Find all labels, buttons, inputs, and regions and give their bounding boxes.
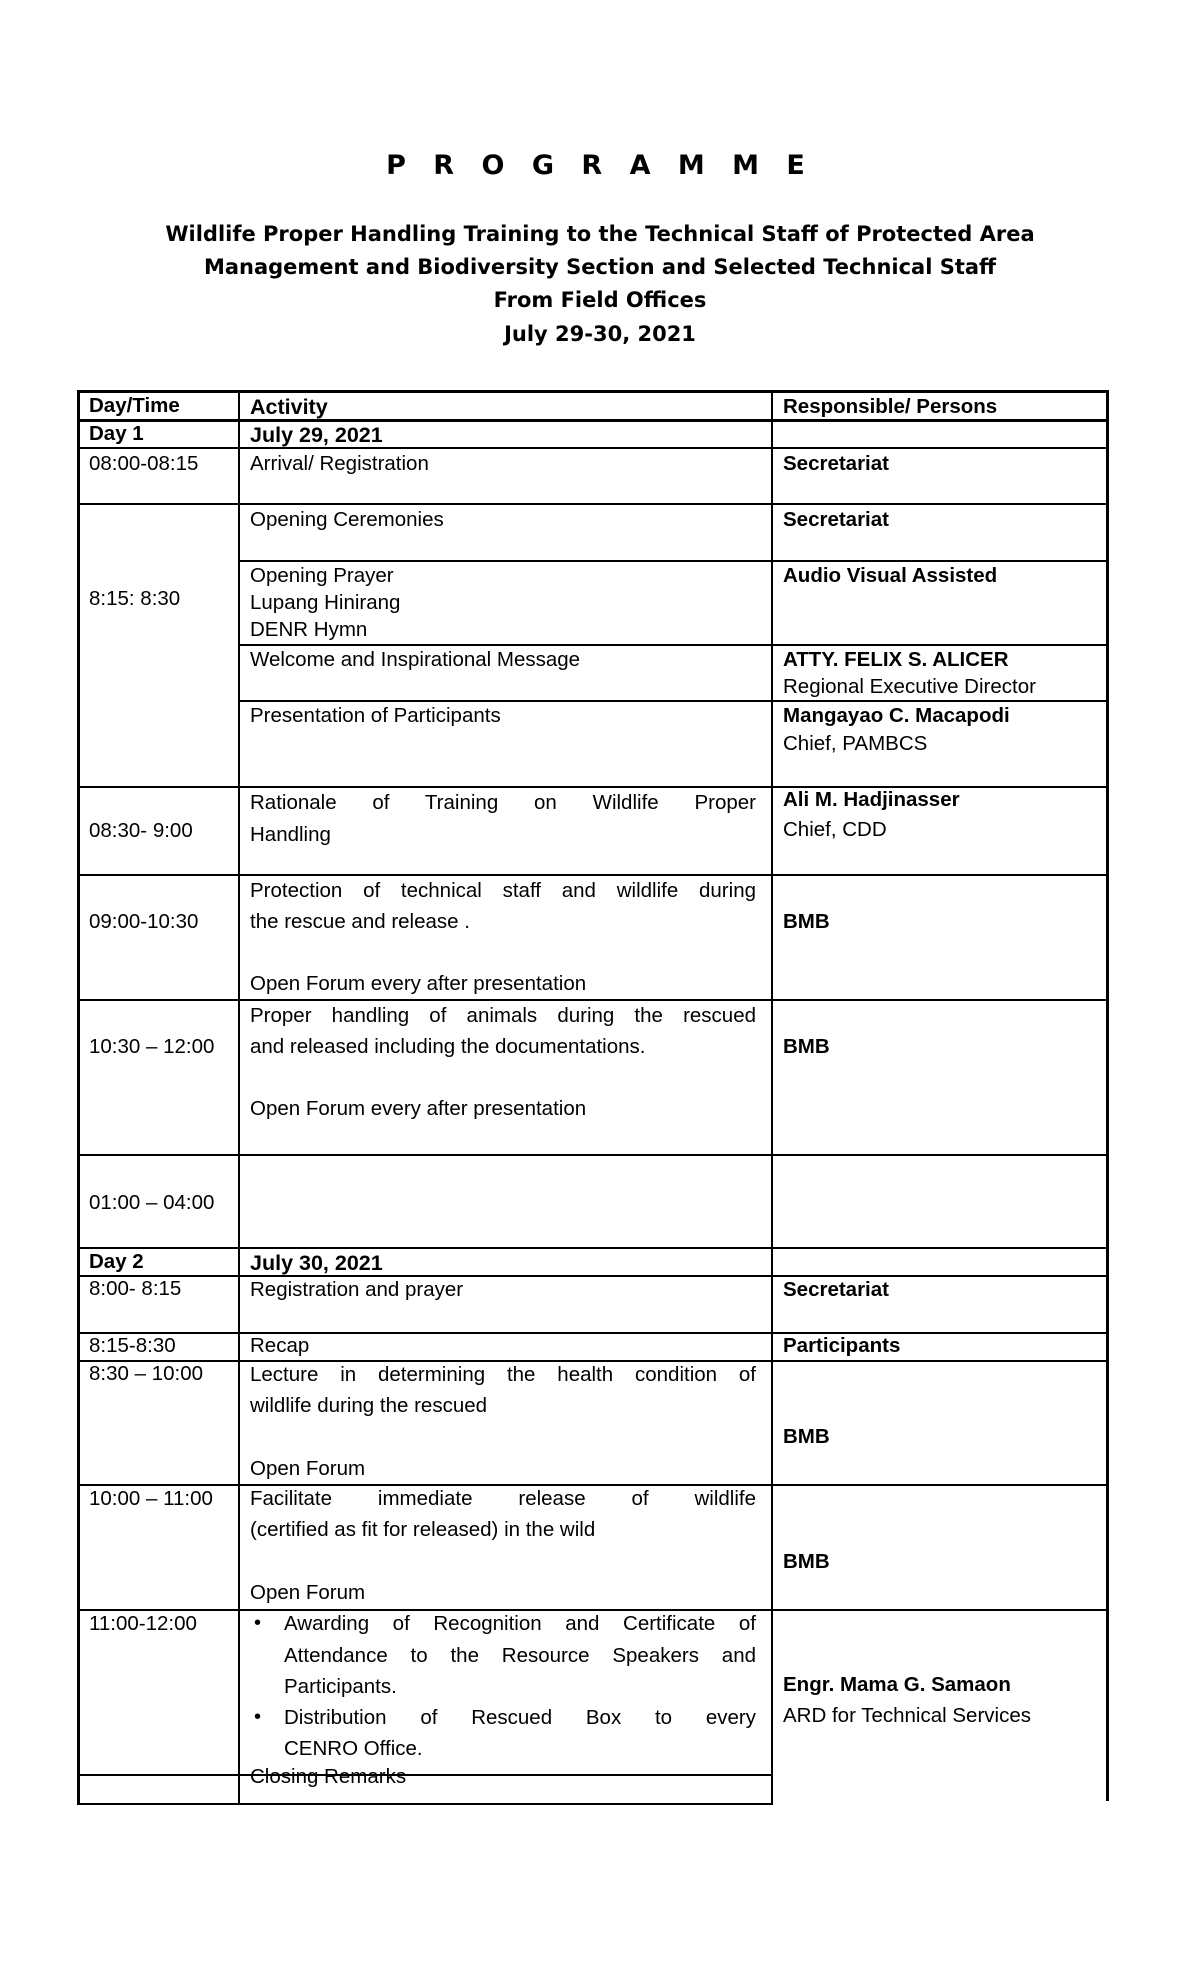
day2-date: July 30, 2021 <box>250 1251 383 1275</box>
responsible-cell: Chief, PAMBCS <box>783 732 928 755</box>
subtitle-line-3: From Field Offices <box>493 288 707 312</box>
time-cell: 01:00 – 04:00 <box>89 1191 215 1214</box>
bullet-text: Participants. <box>284 1675 397 1698</box>
time-cell: 10:00 – 11:00 <box>89 1487 213 1510</box>
table-col-divider <box>238 390 240 1805</box>
time-cell: 8:00- 8:15 <box>89 1277 182 1300</box>
table-border-right <box>1106 390 1109 1801</box>
activity-cell: Open Forum <box>250 1581 366 1604</box>
time-cell: 8:30 – 10:00 <box>89 1362 203 1385</box>
activity-cell: Protection of technical staff and wildlife during <box>250 879 756 902</box>
responsible-cell: Chief, CDD <box>783 818 887 841</box>
activity-cell: Presentation of Participants <box>250 704 501 727</box>
header-activity: Activity <box>250 395 328 419</box>
event-date: July 29-30, 2021 <box>504 322 696 346</box>
time-cell: 8:15: 8:30 <box>89 587 181 610</box>
responsible-cell: BMB <box>783 1425 830 1448</box>
table-rule <box>238 700 1107 702</box>
table-rule <box>77 874 1107 876</box>
activity-cell: Proper handling of animals during the rescued <box>250 1004 756 1027</box>
table-border-left <box>77 390 80 1805</box>
time-cell: 08:00-08:15 <box>89 452 199 475</box>
activity-cell: Lupang Hinirang <box>250 591 401 614</box>
bullet-icon: • <box>254 1706 262 1728</box>
activity-cell: DENR Hymn <box>250 618 368 641</box>
programme-title: P R O G R A M M E <box>386 150 814 181</box>
activity-cell: Arrival/ Registration <box>250 452 429 475</box>
responsible-cell: Mangayao C. Macapodi <box>783 704 1010 727</box>
bullet-icon: • <box>254 1612 262 1634</box>
subtitle-line-1: Wildlife Proper Handling Training to the Technical Staff of Protected Area <box>165 222 1035 246</box>
bullet-text: Distribution of Rescued Box to every <box>284 1706 756 1729</box>
activity-cell: Opening Prayer <box>250 564 394 587</box>
table-col-divider <box>771 390 773 1805</box>
table-rule <box>77 1154 1107 1156</box>
activity-cell: Closing Remarks <box>250 1765 407 1788</box>
activity-cell: the rescue and release . <box>250 910 470 933</box>
responsible-cell: Regional Executive Director <box>783 675 1036 698</box>
responsible-cell: ARD for Technical Services <box>783 1704 1031 1727</box>
header-responsible: Responsible/ Persons <box>783 395 998 418</box>
time-cell: 08:30- 9:00 <box>89 819 193 842</box>
responsible-cell: Secretariat <box>783 508 889 531</box>
responsible-cell: BMB <box>783 1550 830 1573</box>
responsible-cell: Secretariat <box>783 1278 889 1301</box>
responsible-cell: ATTY. FELIX S. ALICER <box>783 648 1009 671</box>
table-rule <box>77 447 1107 449</box>
activity-cell: Open Forum every after presentation <box>250 1097 587 1120</box>
activity-cell: Opening Ceremonies <box>250 508 444 531</box>
table-rule <box>77 1275 1107 1277</box>
subtitle-line-2: Management and Biodiversity Section and Selected Technical Staff <box>203 255 997 279</box>
bullet-text: Awarding of Recognition and Certificate of <box>284 1612 756 1635</box>
table-border-top <box>77 390 1107 393</box>
responsible-cell: Audio Visual Assisted <box>783 564 998 587</box>
activity-cell: Facilitate immediate release of wildlife <box>250 1487 756 1510</box>
activity-cell: Recap <box>250 1334 310 1357</box>
responsible-cell: BMB <box>783 1035 830 1058</box>
table-rule <box>238 560 1107 562</box>
activity-cell: wildlife during the rescued <box>250 1394 488 1417</box>
responsible-cell: Secretariat <box>783 452 889 475</box>
time-cell: 11:00-12:00 <box>89 1612 197 1635</box>
table-rule <box>238 644 1107 646</box>
bullet-text: CENRO Office. <box>284 1737 423 1760</box>
activity-cell: Open Forum every after presentation <box>250 972 587 995</box>
table-border-bottom <box>77 1803 772 1805</box>
day2-label: Day 2 <box>89 1250 144 1273</box>
time-cell: 8:15-8:30 <box>89 1334 176 1357</box>
time-cell: 10:30 – 12:00 <box>89 1035 215 1058</box>
bullet-text: Attendance to the Resource Speakers and <box>284 1644 756 1667</box>
activity-cell: (certified as fit for released) in the wild <box>250 1518 596 1541</box>
responsible-cell: BMB <box>783 910 830 933</box>
time-cell: 09:00-10:30 <box>89 910 199 933</box>
activity-cell: Welcome and Inspirational Message <box>250 648 581 671</box>
table-rule <box>77 1774 772 1776</box>
day1-date: July 29, 2021 <box>250 423 383 447</box>
table-rule <box>77 999 1107 1001</box>
table-rule <box>77 1332 1107 1334</box>
responsible-cell: Ali M. Hadjinasser <box>783 788 960 811</box>
activity-cell: Open Forum <box>250 1457 366 1480</box>
table-rule <box>77 1247 1107 1249</box>
activity-cell: Rationale of Training on Wildlife Proper <box>250 791 756 814</box>
day1-label: Day 1 <box>89 422 144 445</box>
activity-cell: and released including the documentations. <box>250 1035 646 1058</box>
activity-cell: Registration and prayer <box>250 1278 464 1301</box>
activity-cell: Lecture in determining the health condition of <box>250 1363 756 1386</box>
responsible-cell: Participants <box>783 1334 901 1357</box>
header-daytime: Day/Time <box>89 394 180 417</box>
responsible-cell: Engr. Mama G. Samaon <box>783 1673 1011 1696</box>
activity-cell: Handling <box>250 823 331 846</box>
table-rule <box>77 503 1107 505</box>
